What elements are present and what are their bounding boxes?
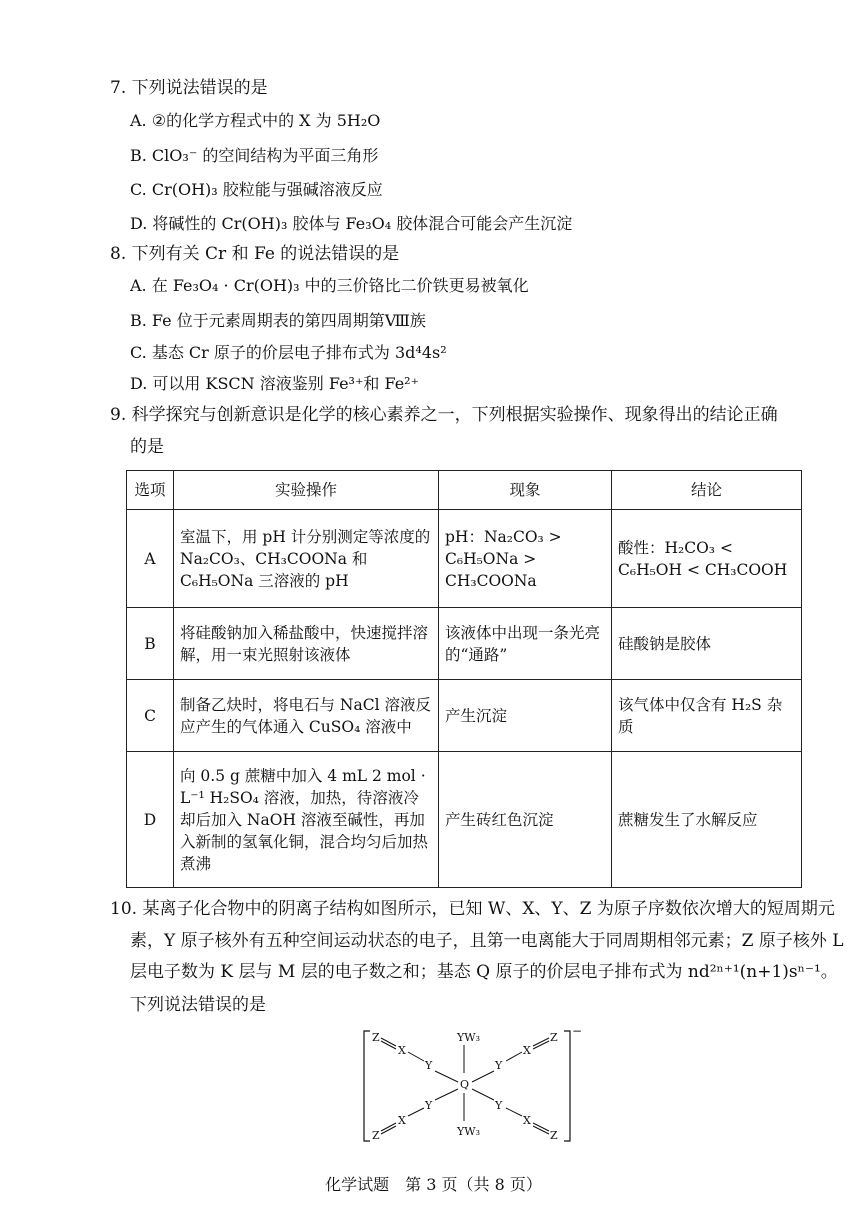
q10-line2: 素，Y 原子核外有五种空间运动状态的电子，且第一电离能大于同周期相邻元素；Z 原子核外 L (130, 931, 844, 951)
q10-line1: 10. 某离子化合物中的阴离子结构如图所示，已知 W、X、Y、Z 为原子序数依次增大的短周期元 (110, 899, 835, 919)
row-operation: 制备乙炔时，将电石与 NaCl 溶液反应产生的气体通入 CuSO₄ 溶液中 (174, 680, 439, 752)
atom-z-br: Z (550, 1129, 558, 1142)
page-footer: 化学试题 第 3 页（共 8 页） (325, 1175, 542, 1194)
row-conclusion: 硅酸钠是胶体 (612, 608, 802, 680)
row-phenomenon: 产生砖红色沉淀 (439, 752, 612, 888)
atom-q: Q (460, 1078, 470, 1091)
row-conclusion: 酸性：H₂CO₃ < C₆H₅OH < CH₃COOH (612, 510, 802, 608)
q7-stem: 7. 下列说法错误的是 (110, 78, 268, 98)
atom-y-br: Y (495, 1099, 503, 1112)
anion-structure-diagram (360, 1024, 583, 1147)
q7-option-b: B. ClO₃⁻ 的空间结构为平面三角形 (130, 146, 379, 165)
header-phenomenon: 现象 (439, 471, 612, 510)
atom-x-tl: X (398, 1044, 406, 1057)
q8-option-c: C. 基态 Cr 原子的价层电子排布式为 3d⁴4s² (130, 343, 447, 362)
q8-option-b: B. Fe 位于元素周期表的第四周期第Ⅷ族 (130, 311, 426, 330)
atom-x-tr: X (523, 1044, 531, 1057)
q8-option-a: A. 在 Fe₃O₄ · Cr(OH)₃ 中的三价铬比二价铁更易被氧化 (130, 276, 529, 295)
row-operation: 向 0.5 g 蔗糖中加入 4 mL 2 mol · L⁻¹ H₂SO₄ 溶液，加热，待溶液冷却后加入 NaOH 溶液至碱性，再加入新制的氢氧化铜，混合均匀后加热煮沸 (174, 752, 439, 888)
table-row (127, 752, 802, 888)
experiment-table (126, 470, 802, 888)
q10-line3: 层电子数为 K 层与 M 层的电子数之和；基态 Q 原子的价层电子排布式为 nd²ⁿ⁺¹(n+1)sⁿ⁻¹。 (130, 962, 838, 982)
q7-option-d: D. 将碱性的 Cr(OH)₃ 胶体与 Fe₃O₄ 胶体混合可能会产生沉淀 (130, 214, 573, 233)
q10-line4: 下列说法错误的是 (130, 995, 266, 1015)
atom-y-tr: Y (495, 1059, 503, 1072)
table-row (127, 680, 802, 752)
row-option: C (127, 680, 174, 752)
q8-option-d: D. 可以用 KSCN 溶液鉴别 Fe³⁺和 Fe²⁺ (130, 374, 420, 393)
atom-y-tl: Y (425, 1059, 433, 1072)
atom-z-tl: Z (372, 1031, 380, 1044)
header-option: 选项 (127, 471, 174, 510)
q7-option-a: A. ②的化学方程式中的 X 为 5H₂O (130, 111, 381, 130)
table-header-row (127, 471, 802, 510)
header-conclusion: 结论 (612, 471, 802, 510)
group-yw3-top: YW₃ (457, 1031, 480, 1044)
atom-x-bl: X (398, 1114, 406, 1127)
q9-stem-line1: 9. 科学探究与创新意识是化学的核心素养之一，下列根据实验操作、现象得出的结论正确 (110, 405, 778, 425)
table-row (127, 608, 802, 680)
q8-stem: 8. 下列有关 Cr 和 Fe 的说法错误的是 (110, 244, 400, 264)
charge-label: − (572, 1024, 583, 1038)
q7-option-c: C. Cr(OH)₃ 胶粒能与强碱溶液反应 (130, 180, 383, 199)
group-yw3-bottom: YW₃ (457, 1125, 480, 1138)
row-option: D (127, 752, 174, 888)
header-operation: 实验操作 (174, 471, 439, 510)
row-phenomenon: 产生沉淀 (439, 680, 612, 752)
row-option: A (127, 510, 174, 608)
atom-x-br: X (523, 1114, 531, 1127)
atom-y-bl: Y (425, 1099, 433, 1112)
q9-stem-line2: 的是 (130, 437, 164, 457)
row-operation: 室温下，用 pH 计分别测定等浓度的 Na₂CO₃、CH₃COONa 和 C₆H₅ONa 三溶液的 pH (174, 510, 439, 608)
right-bracket (564, 1031, 570, 1141)
row-option: B (127, 608, 174, 680)
atom-z-bl: Z (372, 1129, 380, 1142)
atom-z-tr: Z (550, 1031, 558, 1044)
row-conclusion: 蔗糖发生了水解反应 (612, 752, 802, 888)
row-operation: 将硅酸钠加入稀盐酸中，快速搅拌溶解，用一束光照射该液体 (174, 608, 439, 680)
row-phenomenon: 该液体中出现一条光亮的“通路” (439, 608, 612, 680)
row-phenomenon: pH：Na₂CO₃ > C₆H₅ONa > CH₃COONa (439, 510, 612, 608)
left-bracket (364, 1031, 370, 1141)
table-row (127, 510, 802, 608)
row-conclusion: 该气体中仅含有 H₂S 杂质 (612, 680, 802, 752)
